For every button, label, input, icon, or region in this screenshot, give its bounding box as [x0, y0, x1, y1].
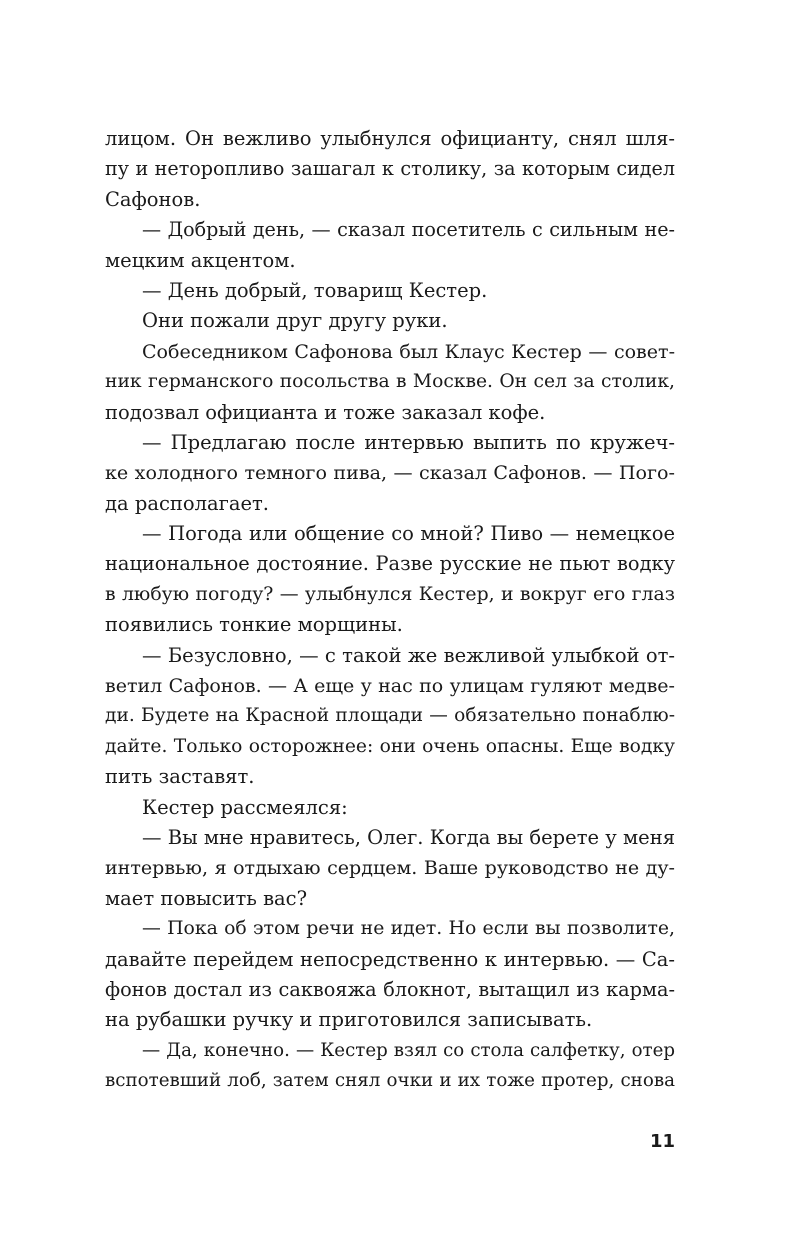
text-line: Собеседником Сафонова был Клаус Кестер — совет- [142, 340, 675, 363]
text-line: в любую погоду? — улыбнулся Кестер, и вокруг его глаз [105, 583, 675, 605]
text-line: на рубашки ручку и приготовился записывать. [105, 1008, 593, 1032]
text-line: пу и неторопливо зашагал к столику, за которым сидел [105, 157, 675, 181]
page-number: 11 [649, 1131, 675, 1152]
text-line: Они пожали друг другу руки. [142, 309, 448, 333]
text-line: пить заставят. [105, 765, 255, 789]
text-line: — Добрый день, — сказал посетитель с сильным не- [142, 218, 675, 242]
text-line: — Предлагаю после интервью выпить по кружеч- [142, 430, 675, 454]
text-line: Сафонов. [105, 187, 201, 211]
text-line: давайте перейдем непосредственно к интервью. — Са- [105, 947, 675, 971]
text-line: появились тонкие морщины. [105, 613, 403, 637]
text-line: — Безусловно, — с такой же вежливой улыбкой от- [142, 643, 675, 667]
text-line: национальное достояние. Разве русские не пьют водку [105, 552, 675, 576]
text-line: фонов достал из саквояжа блокнот, вытащил из карма- [105, 977, 675, 1001]
text-line: дайте. Только осторожнее: они очень опасны. Еще водку [105, 735, 675, 757]
text-line: ник германского посольства в Москве. Он сел за столик, [105, 371, 675, 393]
text-line: лицом. Он вежливо улыбнулся официанту, снял шля- [105, 127, 675, 150]
text-line: — Вы мне нравитесь, Олег. Когда вы берете у меня [142, 825, 675, 849]
text-line: да располагает. [105, 491, 269, 515]
text-line: ди. Будете на Красной площади — обязательно понаблю- [105, 705, 675, 727]
text-line: вспотевший лоб, затем снял очки и их тоже протер, снова [105, 1070, 675, 1092]
text-line: — День добрый, товарищ Кестер. [142, 278, 488, 302]
body-text [105, 124, 675, 1097]
text-line: интервью, я отдыхаю сердцем. Ваше руководство не ду- [105, 857, 675, 880]
text-line: ветил Сафонов. — А еще у нас по улицам гуляют медве- [105, 675, 675, 698]
text-line: мает повысить вас? [105, 886, 308, 910]
text-line: — Да, конечно. — Кестер взял со стола салфетку, отер [142, 1039, 675, 1061]
text-line: мецким акцентом. [105, 248, 296, 272]
text-line: ке холодного темного пива, — сказал Сафонов. — Пого- [105, 461, 675, 485]
text-line: Кестер рассмеялся: [142, 795, 348, 819]
text-line: подозвал официанта и тоже заказал кофе. [105, 400, 546, 424]
text-line: — Погода или общение со мной? Пиво — немецкое [142, 522, 675, 546]
text-line: — Пока об этом речи не идет. Но если вы позволите, [142, 918, 675, 940]
